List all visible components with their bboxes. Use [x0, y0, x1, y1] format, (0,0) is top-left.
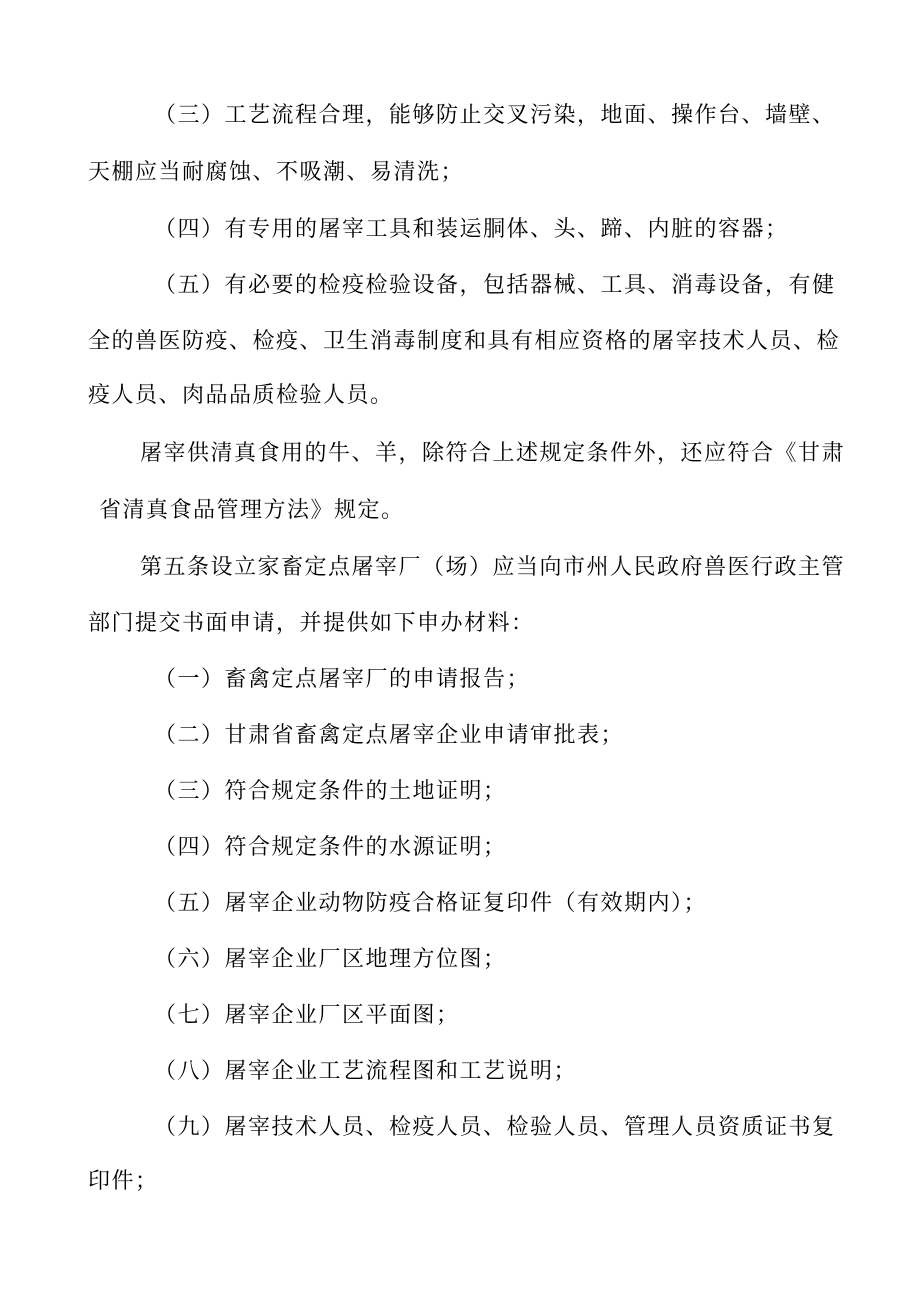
paragraph-line: 部门提交书面申请，并提供如下申办材料： — [88, 611, 535, 636]
list-item: （四）符合规定条件的水源证明； — [154, 835, 507, 860]
list-item: （六）屠宰企业厂区地理方位图； — [154, 947, 507, 972]
list-item: （五）屠宰企业动物防疫合格证复印件（有效期内）； — [154, 891, 708, 916]
paragraph-line: 全的兽医防疫、检疫、卫生消毒制度和具有相应资格的屠宰技术人员、检 — [88, 329, 841, 354]
paragraph-line: （五）有必要的检疫检验设备，包括器械、工具、消毒设备，有健 — [154, 273, 836, 298]
paragraph-line: （四）有专用的屠宰工具和装运胴体、头、蹄、内脏的容器； — [154, 217, 789, 242]
list-item: （三）符合规定条件的土地证明； — [154, 779, 507, 804]
list-item: （一）畜禽定点屠宰厂的申请报告； — [154, 667, 531, 692]
paragraph-line: 第五条设立家畜定点屠宰厂（场）应当向市州人民政府兽医行政主管 — [140, 555, 846, 580]
paragraph-line: 屠宰供清真食用的牛、羊，除符合上述规定条件外，还应符合《甘肃 — [140, 441, 846, 466]
list-item: （二）甘肃省畜禽定点屠宰企业申请审批表； — [154, 723, 625, 748]
paragraph-line: 省清真食品管理方法》规定。 — [99, 498, 405, 523]
paragraph-line: （三）工艺流程合理，能够防止交叉污染，地面、操作台、墙壁、 — [154, 103, 836, 128]
paragraph-line: 天棚应当耐腐蚀、不吸潮、易清洗； — [88, 160, 465, 185]
list-item: （八）屠宰企业工艺流程图和工艺说明； — [154, 1059, 578, 1084]
list-item: 印件； — [88, 1169, 159, 1194]
paragraph-line: 疫人员、肉品品质检验人员。 — [88, 383, 394, 408]
list-item: （七）屠宰企业厂区平面图； — [154, 1003, 460, 1028]
list-item: （九）屠宰技术人员、检疫人员、检验人员、管理人员资质证书复 — [154, 1115, 836, 1140]
